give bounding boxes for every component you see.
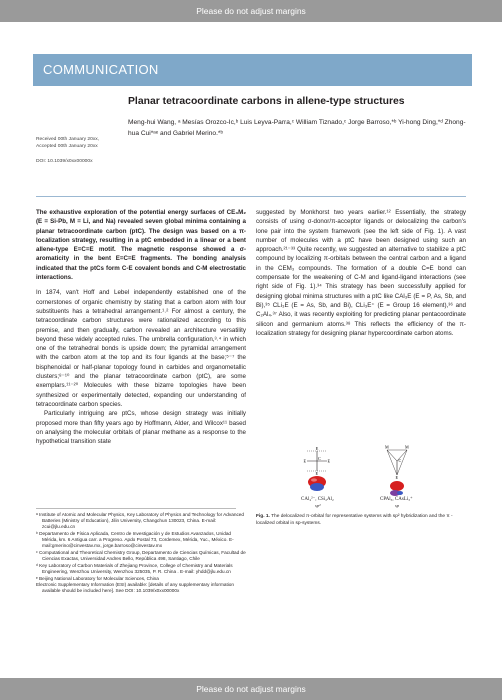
left-species-label: CAl₄²⁻, CSi₂Al₂ — [301, 497, 334, 502]
atom-label: M — [405, 444, 409, 450]
figure-caption — [256, 513, 466, 527]
footnote: ᵈ Key Laboratory of Carbon Materials of Zhejiang Province, College of Chemistry and Materials Engineering, Wenzhou University, Wenzhou 325035, P. R. China . E-mail: yhdd@jlu.edu.cn — [36, 562, 233, 574]
divider — [36, 196, 466, 197]
figure-caption-text: The delocalized π-orbital for representative systems with sp² hybridization and the π -localized orbital in sp-systems. — [256, 514, 453, 527]
footnote: ᵇ Departamento de Física Aplicada, Centro de Investigación y de Estudios Avanzados, Unidad Mérida, km. 6 Antigua carr. a Progreso. Apdo Postal 73, Cordemex, Mérida, Yuc., México. E-mail:gmerino@cinvestav.mx, jorge.barroso@cinvestav.mx — [36, 531, 234, 549]
left-hybridization: sp² — [315, 503, 321, 508]
paragraph: suggested by Monkhorst two years earlier.¹² Essentially, the strategy consists of using σ-donor/π-acceptor ligands or delocalizing the carbon's lone pair into the system framework (see the left side of Fig. 1). A vast number of molecules with a ptC have been designed using such an approach.²¹⁻³³ Quite recently, we suggested an alternative to stabilize a ptC compound by localizing π-orbitals between the central carbon and a ligand in the CEM₃ compounds. The formation of a double C=E bond can compensate for the weakening of C-M and ligand-ligand interactions (see right side of Fig. 1).³⁴ This strategy has been successfully applied for designing global minima structures with a ptC like CAl₃E (E = P, As, Sb, and Bi),³⁵ CLi₃E (E = As, Sb, and Bi), CLi₃E⁺ (E = Group 16 element),³⁶ and C₂Al₄.³⁷ Also, it was recently exploiting for predicting planar pentacoordinate silicon and germanium atoms.³⁸ This reflects the efficiency of the π-localization strategy for designing planar hypercoordinate carbon atoms. — [256, 209, 466, 337]
atom-label: E — [327, 458, 331, 464]
footnotes — [36, 512, 246, 595]
atom-label: C — [318, 456, 321, 461]
atom-label: M — [385, 444, 389, 450]
orbital-lobe-negative — [310, 483, 324, 491]
footnote: ᵃ Institute of Atomic and Molecular Physics, Key Laboratory of Physics and Technology for Advanced Batteries (Ministry of Education), Jilin University, Changchun 130023, China. E-mail: zcui@jlu.edu.cn — [36, 512, 245, 530]
footnote-divider — [36, 508, 236, 509]
doi: DOI: 10.1039/x0xx00000x — [36, 159, 93, 164]
right-molecule — [385, 445, 409, 497]
right-species-label: CPAl₃, CAsLi₃⁺ — [380, 497, 413, 502]
paragraph: Particularly intriguing are ptCs, whose design strategy was initially proposed more than fifty years ago by Hoffmann, Alder, and Wilcox¹¹ based on analysing the molecular orbitals of planar methane as a response to the hypothetical transition state — [36, 410, 246, 446]
atom-label: E — [303, 458, 307, 464]
author-list: Meng-hui Wang, ᵃ Mesías Orozco-Ic,ᵇ Luis Leyva-Parra,ᶜ William Tiznado,ᶜ Jorge Barroso,*ᵇ Yi-hong Ding,*ᵈ Zhong-hua Cui*ᵃᵉ and Gabriel Merino.*ᵇ — [128, 119, 466, 137]
atom-label: C — [398, 458, 402, 463]
figure-caption-lead: Fig. 1. — [256, 514, 270, 519]
abstract: The exhaustive exploration of the potential energy surfaces of CE₃M₂ (E = Si-Pb, M = Li, and Na) revealed seven global minima containing a planar tetracoordinate carbon (ptC). The design was based on a π-localization strategy, resulting in a ptC embedded in a linear or a bent allene-type E=C=E motif. The magnetic response showed a σ-aromaticity in the bent E=C=E fragments. The bonding analysis indicated that the ptCs form C-E covalent bonds and C-M electrostatic interactions. — [36, 209, 246, 282]
left-molecule — [304, 446, 331, 491]
esi-note: Electronic Supplementary Information (ESI) available: [details of any supplementary information available should be included here]. See DOI: 10.1039/x0xx00000x — [36, 582, 235, 594]
atom-label: E — [395, 475, 399, 480]
article-title: Planar tetracoordinate carbons in allene-type structures — [128, 96, 405, 107]
dates-block — [36, 136, 126, 150]
orbital-lobe-positive — [390, 481, 404, 491]
atom-label: E — [315, 446, 319, 451]
accepted-date: Accepted 00th January 20xx — [36, 144, 98, 149]
footnote: ᶜ Computational and Theoretical Chemistry Group, Departamento de Ciencias Químicas, Facultad de Ciencias Exactas, Universidad Andres Bello, República 498, Santiago, Chile — [36, 550, 246, 562]
right-column — [256, 208, 466, 338]
bottom-margin-band: Please do not adjust margins — [0, 678, 502, 700]
received-date: Received 00th January 20xx, — [36, 137, 100, 142]
atom-label: E — [315, 471, 319, 476]
top-margin-band: Please do not adjust margins — [0, 0, 502, 22]
section-header: COMMUNICATION — [33, 54, 472, 86]
footnote: ᵉ Beijing National Laboratory for Molecular Sciences, China — [36, 575, 159, 581]
right-hybridization: sp — [395, 503, 400, 508]
paragraph: In 1874, van't Hoff and Lebel independently established one of the cornerstones of organic chemistry by stating that a carbon atom with four substituents has a tetrahedral arrangement.¹˒² For almost a century, the tetracoordinate carbon structures were rationalized according to this premise, and then gradually, carbon revealed an architecture versatility beyond these widely accepted rules. The umbrella configuration,³˒⁴ in which one of the tetrahedral bonds is upside down; the pyramidal arrangement with the carbon atom at the top and its four ligands at the base;⁵⁻⁷ the bisphenoidal or half-planar topology found in carbides and organometallic clusters;⁸⁻¹⁰ and the planar tetracoordinate carbon (ptC), are some exemplars.¹¹⁻²⁰ Molecules with these bizarre topologies have been synthesized or experimentally detected, expanding our understanding of tetracoordinate carbon species. — [36, 289, 246, 408]
figure-1 — [292, 442, 442, 510]
left-column — [36, 208, 246, 446]
